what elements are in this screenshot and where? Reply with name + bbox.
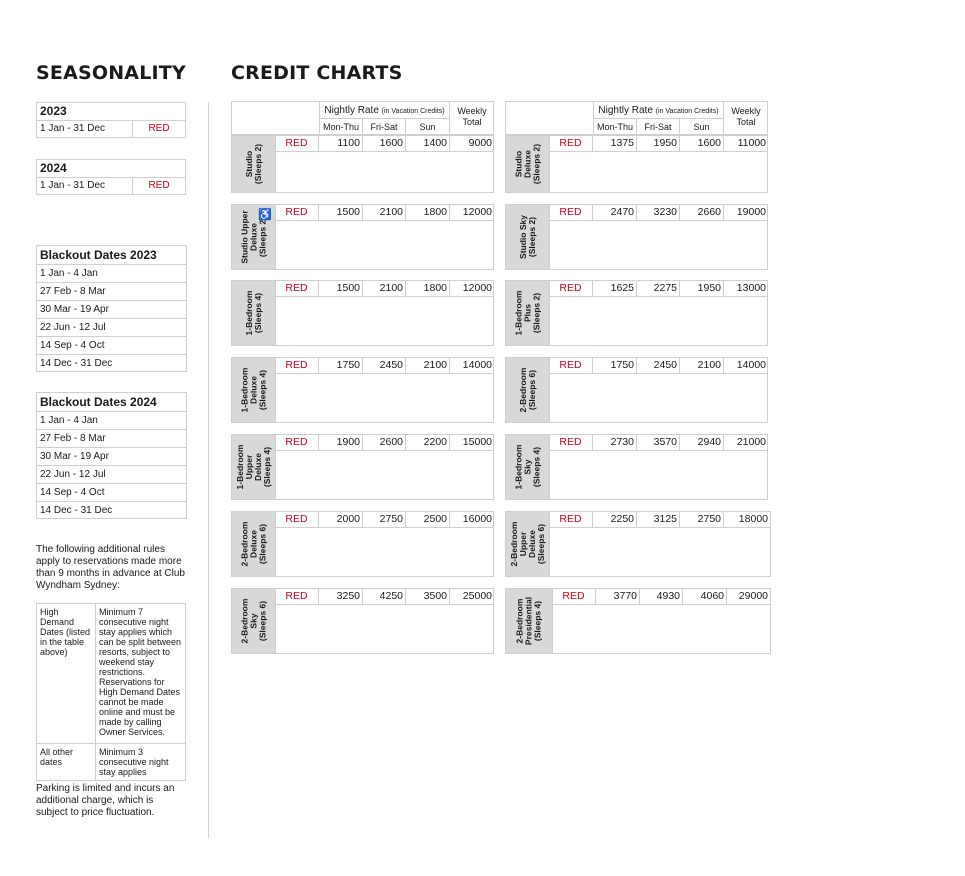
blackout-2023-box — [36, 245, 187, 372]
weekly-total-header: Weekly Total — [457, 106, 487, 127]
mon-thu-header: Mon-Thu — [593, 119, 637, 135]
sun-value: 1800 — [406, 281, 450, 296]
room-type: 2-Bedroom Sky (Sleeps 6) — [239, 598, 267, 644]
room-type: Studio Sky (Sleeps 2) — [517, 215, 537, 259]
room-type: 1-Bedroom Deluxe (Sleeps 4) — [239, 367, 267, 413]
mon-thu-value: 1900 — [319, 435, 363, 450]
mon-thu-value: 2730 — [593, 435, 637, 450]
sun-value: 1800 — [406, 205, 450, 220]
weekly-value: 18000 — [738, 513, 768, 525]
nightly-rate-label: Nightly Rate — [598, 105, 653, 116]
mon-thu-value: 1500 — [319, 281, 363, 296]
room-type-cell — [232, 136, 276, 192]
rule-row — [37, 744, 185, 781]
nightly-rate-label: Nightly Rate — [324, 105, 379, 116]
season-cell: RED — [275, 589, 319, 604]
room-type-cell — [232, 512, 276, 576]
sun-value: 2100 — [406, 358, 450, 373]
weekly-value: 14000 — [462, 359, 492, 371]
blackout-title: Blackout Dates 2023 — [37, 246, 186, 265]
rate-row — [549, 435, 767, 451]
season-cell: RED — [552, 589, 596, 604]
rule-text: Minimum 3 consecutive night stay applies — [99, 747, 169, 777]
sun-value: 2500 — [406, 512, 450, 527]
fri-sat-header: Fri-Sat — [363, 119, 406, 135]
parking-note: Parking is limited and incurs an additional charge, which is subject to price fluctuation. — [36, 783, 175, 818]
mon-thu-value: 1100 — [319, 136, 363, 151]
season-color: RED — [148, 180, 170, 191]
rate-row — [549, 358, 767, 374]
weekly-value: 12000 — [462, 282, 492, 294]
room-type-cell — [506, 136, 550, 192]
season-cell: RED — [549, 512, 593, 527]
sun-value: 1400 — [406, 136, 450, 151]
room-block — [505, 357, 768, 423]
fri-sat-header: Fri-Sat — [637, 119, 680, 135]
rule-label: All other dates — [37, 744, 96, 781]
fri-sat-value: 2450 — [637, 358, 680, 373]
blackout-row: 27 Feb - 8 Mar — [37, 283, 186, 301]
season-cell: RED — [549, 281, 593, 296]
column-divider — [208, 102, 209, 838]
fri-sat-value: 2100 — [363, 281, 406, 296]
blackout-row: 14 Sep - 4 Oct — [37, 337, 186, 355]
sun-value: 2750 — [680, 512, 724, 527]
room-block — [231, 204, 494, 270]
room-block — [231, 135, 494, 193]
blackout-title: Blackout Dates 2024 — [37, 393, 186, 412]
mon-thu-value: 3770 — [596, 589, 640, 604]
fri-sat-value: 4930 — [640, 589, 683, 604]
weekly-value: 15000 — [462, 436, 492, 448]
nightly-rate-header — [319, 102, 450, 119]
blackout-row: 1 Jan - 4 Jan — [37, 412, 186, 430]
room-type-cell — [232, 358, 276, 422]
left-table-header — [231, 101, 494, 135]
room-type: 1-Bedroom (Sleeps 4) — [243, 290, 263, 336]
blackout-row: 30 Mar - 19 Apr — [37, 301, 186, 319]
nightly-rate-header — [593, 102, 724, 119]
nightly-rate-sublabel: (in Vacation Credits) — [655, 108, 719, 115]
season-cell: RED — [549, 358, 593, 373]
room-type: 2-Bedroom Deluxe (Sleeps 6) — [239, 521, 267, 567]
weekly-value: 14000 — [736, 359, 766, 371]
room-block — [231, 434, 494, 500]
mon-thu-value: 2000 — [319, 512, 363, 527]
sun-value: 1600 — [680, 136, 724, 151]
rule-label: High Demand Dates (listed in the table above) — [37, 604, 96, 743]
room-block — [505, 588, 771, 654]
rule-row — [37, 604, 185, 744]
seasonality-title: SEASONALITY — [36, 62, 186, 84]
weekly-value: 13000 — [736, 282, 766, 294]
mon-thu-value: 3250 — [319, 589, 363, 604]
fri-sat-value: 2275 — [637, 281, 680, 296]
sun-value: 1950 — [680, 281, 724, 296]
sun-header: Sun — [406, 119, 450, 135]
room-block — [505, 135, 768, 193]
room-type: 2-Bedroom Presidential (Sleeps 4) — [514, 596, 543, 646]
fri-sat-value: 3125 — [637, 512, 680, 527]
rate-row — [549, 205, 767, 221]
mon-thu-header: Mon-Thu — [319, 119, 363, 135]
room-type-cell — [506, 589, 553, 653]
fri-sat-value: 3570 — [637, 435, 680, 450]
fri-sat-value: 1950 — [637, 136, 680, 151]
room-block — [505, 204, 768, 270]
blackout-row: 22 Jun - 12 Jul — [37, 319, 186, 337]
season-cell: RED — [549, 435, 593, 450]
year-2023-box — [36, 102, 186, 138]
fri-sat-value: 2750 — [363, 512, 406, 527]
sun-value: 2100 — [680, 358, 724, 373]
blackout-row: 14 Dec - 31 Dec — [40, 358, 113, 369]
season-cell: RED — [275, 358, 319, 373]
rate-row — [275, 435, 493, 451]
year-range: 1 Jan - 31 Dec — [37, 121, 133, 137]
mon-thu-value: 2470 — [593, 205, 637, 220]
year-label: 2023 — [37, 103, 185, 121]
room-type-cell — [506, 435, 550, 499]
wheelchair-icon: ♿ — [258, 209, 272, 221]
weekly-value: 25000 — [462, 590, 492, 602]
sun-header: Sun — [680, 119, 724, 135]
weekly-value: 29000 — [738, 590, 768, 602]
room-block — [231, 511, 494, 577]
year-range: 1 Jan - 31 Dec — [37, 178, 133, 194]
room-type-cell — [232, 435, 276, 499]
room-type: 2-Bedroom Upper Deluxe (Sleeps 6) — [508, 521, 546, 567]
season-cell: RED — [275, 281, 319, 296]
room-type: Studio Deluxe (Sleeps 2) — [513, 143, 541, 185]
room-type-cell — [232, 205, 276, 269]
blackout-row: 22 Jun - 12 Jul — [37, 466, 186, 484]
sun-value: 2940 — [680, 435, 724, 450]
fri-sat-value: 3230 — [637, 205, 680, 220]
right-table-header — [505, 101, 768, 135]
room-type: Studio (Sleeps 2) — [243, 143, 263, 185]
room-type-cell — [232, 281, 276, 345]
rate-row — [275, 512, 493, 528]
season-color: RED — [148, 123, 170, 134]
season-cell: RED — [275, 512, 319, 527]
weekly-value: 19000 — [736, 206, 766, 218]
blackout-row: 14 Sep - 4 Oct — [37, 484, 186, 502]
season-cell: RED — [275, 136, 319, 151]
room-type-cell — [506, 205, 550, 269]
room-type: 1-Bedroom Upper Deluxe (Sleeps 4) — [234, 444, 272, 490]
mon-thu-value: 1500 — [319, 205, 363, 220]
season-cell: RED — [275, 435, 319, 450]
season-cell: RED — [549, 136, 593, 151]
blackout-row: 1 Jan - 4 Jan — [37, 265, 186, 283]
mon-thu-value: 2250 — [593, 512, 637, 527]
mon-thu-value: 1750 — [319, 358, 363, 373]
weekly-value: 11000 — [737, 137, 766, 149]
room-type-cell — [232, 589, 276, 653]
season-cell: RED — [275, 205, 319, 220]
rules-intro: The following additional rules apply to reservations made more than 9 months in advance at Club Wyndham Sydney: — [36, 544, 185, 591]
credit-charts-title: CREDIT CHARTS — [231, 62, 403, 84]
weekly-value: 12000 — [462, 206, 492, 218]
room-block — [505, 511, 771, 577]
rate-row — [275, 205, 493, 221]
fri-sat-value: 1600 — [363, 136, 406, 151]
sun-value: 2200 — [406, 435, 450, 450]
room-type: 2-Bedroom (Sleeps 6) — [517, 367, 537, 413]
room-type: Studio Upper Deluxe (Sleeps 2) — [239, 210, 267, 264]
rate-row — [549, 281, 767, 297]
room-block — [505, 280, 768, 346]
sun-value: 3500 — [406, 589, 450, 604]
year-row — [37, 121, 185, 137]
rate-row — [275, 136, 493, 152]
weekly-value: 16000 — [462, 513, 492, 525]
blackout-row: 14 Dec - 31 Dec — [40, 505, 113, 516]
room-type: 1-Bedroom Sky (Sleeps 4) — [513, 444, 541, 490]
room-type-cell — [506, 358, 550, 422]
rate-row — [549, 136, 767, 152]
room-type-cell — [506, 281, 550, 345]
fri-sat-value: 2100 — [363, 205, 406, 220]
blackout-2024-box — [36, 392, 187, 519]
weekly-value: 9000 — [468, 137, 492, 149]
mon-thu-value: 1375 — [593, 136, 637, 151]
rate-row — [552, 589, 770, 605]
blackout-row: 30 Mar - 19 Apr — [37, 448, 186, 466]
rule-text: Minimum 7 consecutive night stay applies which can be split between resorts, subject to weekend stay restrictions. Reservations for High Demand Dates cannot be made online and must be made by calling Owner Services. — [99, 607, 182, 737]
mon-thu-value: 1750 — [593, 358, 637, 373]
blackout-row: 27 Feb - 8 Mar — [37, 430, 186, 448]
room-block — [231, 280, 494, 346]
rate-row — [275, 281, 493, 297]
season-cell: RED — [549, 205, 593, 220]
rate-row — [275, 358, 493, 374]
fri-sat-value: 2450 — [363, 358, 406, 373]
rate-row — [549, 512, 770, 528]
fri-sat-value: 2600 — [363, 435, 406, 450]
weekly-value: 21000 — [736, 436, 766, 448]
year-row — [37, 178, 185, 194]
year-label: 2024 — [37, 160, 185, 178]
sun-value: 2660 — [680, 205, 724, 220]
room-type-cell — [506, 512, 550, 576]
room-block — [505, 434, 768, 500]
mon-thu-value: 1625 — [593, 281, 637, 296]
room-type: 1-Bedroom Plus (Sleeps 2) — [513, 290, 541, 336]
rate-row — [275, 589, 493, 605]
rules-table — [36, 603, 186, 781]
nightly-rate-sublabel: (in Vacation Credits) — [381, 108, 445, 115]
room-block — [231, 588, 494, 654]
sun-value: 4060 — [683, 589, 727, 604]
weekly-total-header: Weekly Total — [731, 106, 761, 127]
fri-sat-value: 4250 — [363, 589, 406, 604]
room-block — [231, 357, 494, 423]
year-2024-box — [36, 159, 186, 195]
